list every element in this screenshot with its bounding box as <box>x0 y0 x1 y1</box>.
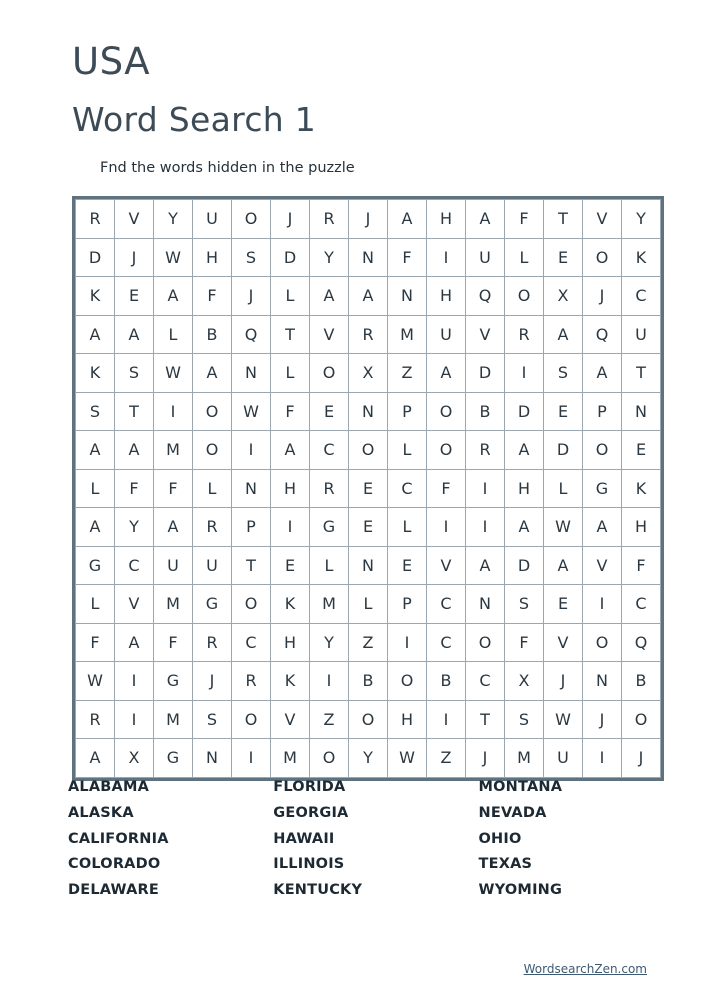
puzzle-cell[interactable]: A <box>76 315 115 354</box>
puzzle-cell[interactable]: C <box>232 623 271 662</box>
puzzle-cell[interactable]: O <box>193 431 232 470</box>
puzzle-cell[interactable]: I <box>271 508 310 547</box>
puzzle-cell[interactable]: F <box>622 546 661 585</box>
puzzle-cell[interactable]: F <box>427 469 466 508</box>
puzzle-cell[interactable]: B <box>622 662 661 701</box>
puzzle-cell[interactable]: A <box>505 508 544 547</box>
puzzle-cell[interactable]: O <box>232 700 271 739</box>
puzzle-cell[interactable]: E <box>544 238 583 277</box>
puzzle-cell[interactable]: P <box>583 392 622 431</box>
puzzle-cell[interactable]: V <box>115 200 154 239</box>
word-item[interactable]: ILLINOIS <box>273 856 345 873</box>
puzzle-cell[interactable]: H <box>271 469 310 508</box>
puzzle-cell[interactable]: M <box>154 700 193 739</box>
puzzle-row <box>76 238 661 277</box>
puzzle-cell[interactable]: Q <box>232 315 271 354</box>
puzzle-cell[interactable]: R <box>232 662 271 701</box>
puzzle-cell[interactable]: Q <box>583 315 622 354</box>
puzzle-cell[interactable]: I <box>583 585 622 624</box>
puzzle-cell[interactable]: U <box>154 546 193 585</box>
puzzle-cell[interactable]: L <box>271 354 310 393</box>
word-list <box>68 775 648 904</box>
puzzle-cell[interactable]: W <box>232 392 271 431</box>
puzzle-cell[interactable]: D <box>505 546 544 585</box>
puzzle-cell[interactable]: V <box>583 200 622 239</box>
puzzle-cell[interactable]: M <box>154 585 193 624</box>
puzzle-cell[interactable]: O <box>193 392 232 431</box>
puzzle-cell[interactable]: Z <box>388 354 427 393</box>
puzzle-cell[interactable]: G <box>154 662 193 701</box>
puzzle-cell[interactable]: R <box>193 623 232 662</box>
puzzle-cell[interactable]: C <box>622 585 661 624</box>
puzzle-cell[interactable]: L <box>349 585 388 624</box>
puzzle-cell[interactable]: A <box>427 354 466 393</box>
puzzle-cell[interactable]: L <box>271 277 310 316</box>
puzzle-cell[interactable]: U <box>193 546 232 585</box>
puzzle-cell[interactable]: J <box>193 662 232 701</box>
puzzle-cell[interactable]: A <box>583 508 622 547</box>
puzzle-row <box>76 354 661 393</box>
word-item[interactable]: ALABAMA <box>68 779 150 795</box>
puzzle-cell[interactable]: Q <box>466 277 505 316</box>
puzzle-cell[interactable]: D <box>544 431 583 470</box>
word-item[interactable]: WYOMING <box>478 882 563 899</box>
puzzle-cell[interactable]: L <box>154 315 193 354</box>
puzzle-cell[interactable]: N <box>232 354 271 393</box>
puzzle-cell[interactable]: T <box>115 392 154 431</box>
puzzle-cell[interactable]: A <box>388 200 427 239</box>
puzzle-cell[interactable]: R <box>310 200 349 239</box>
puzzle-cell[interactable]: C <box>388 469 427 508</box>
puzzle-cell[interactable]: U <box>466 238 505 277</box>
puzzle-cell[interactable]: O <box>427 392 466 431</box>
puzzle-cell[interactable]: L <box>76 469 115 508</box>
puzzle-cell[interactable]: B <box>349 662 388 701</box>
puzzle-cell[interactable]: I <box>466 469 505 508</box>
puzzle-row <box>76 277 661 316</box>
puzzle-cell[interactable]: R <box>466 431 505 470</box>
puzzle-cell[interactable]: P <box>388 392 427 431</box>
puzzle-cell[interactable]: H <box>622 508 661 547</box>
puzzle-cell[interactable]: R <box>193 508 232 547</box>
puzzle-cell[interactable]: D <box>466 354 505 393</box>
puzzle-cell[interactable]: B <box>427 662 466 701</box>
puzzle-cell[interactable]: C <box>115 546 154 585</box>
puzzle-cell[interactable]: U <box>427 315 466 354</box>
puzzle-cell[interactable]: D <box>271 238 310 277</box>
puzzle-cell[interactable]: Y <box>154 200 193 239</box>
puzzle-cell[interactable]: E <box>349 469 388 508</box>
puzzle-cell[interactable]: O <box>349 700 388 739</box>
puzzle-cell[interactable]: V <box>583 546 622 585</box>
puzzle-cell[interactable]: A <box>583 354 622 393</box>
puzzle-row <box>76 431 661 470</box>
puzzle-cell[interactable]: I <box>232 739 271 778</box>
word-list-column-2 <box>273 775 478 904</box>
puzzle-cell[interactable]: F <box>76 623 115 662</box>
word-item[interactable]: KENTUCKY <box>273 882 363 899</box>
puzzle-cell[interactable]: W <box>76 662 115 701</box>
puzzle-cell[interactable]: L <box>505 238 544 277</box>
puzzle-cell[interactable]: I <box>115 662 154 701</box>
puzzle-cell[interactable]: N <box>583 662 622 701</box>
word-item[interactable]: CALIFORNIA <box>68 830 169 847</box>
word-item[interactable]: HAWAII <box>273 830 335 847</box>
puzzle-cell[interactable]: F <box>154 623 193 662</box>
puzzle-cell[interactable]: N <box>388 277 427 316</box>
puzzle-cell[interactable]: O <box>622 700 661 739</box>
puzzle-cell[interactable]: A <box>466 200 505 239</box>
puzzle-cell[interactable]: Y <box>310 238 349 277</box>
puzzle-cell[interactable]: C <box>427 623 466 662</box>
puzzle-cell[interactable]: G <box>583 469 622 508</box>
puzzle-cell[interactable]: E <box>310 392 349 431</box>
puzzle-cell[interactable]: M <box>388 315 427 354</box>
puzzle-cell[interactable]: H <box>193 238 232 277</box>
puzzle-cell[interactable]: N <box>349 392 388 431</box>
puzzle-cell[interactable]: N <box>622 392 661 431</box>
puzzle-cell[interactable]: Z <box>310 700 349 739</box>
puzzle-cell[interactable]: A <box>505 431 544 470</box>
puzzle-cell[interactable]: W <box>154 238 193 277</box>
puzzle-cell[interactable]: V <box>271 700 310 739</box>
puzzle-cell[interactable]: A <box>349 277 388 316</box>
puzzle-cell[interactable]: N <box>232 469 271 508</box>
puzzle-cell[interactable]: J <box>583 277 622 316</box>
puzzle-cell[interactable]: B <box>193 315 232 354</box>
word-list-column-3 <box>479 775 648 904</box>
puzzle-cell[interactable]: S <box>115 354 154 393</box>
puzzle-cell[interactable]: A <box>154 508 193 547</box>
puzzle-cell[interactable]: I <box>388 623 427 662</box>
puzzle-cell[interactable]: E <box>115 277 154 316</box>
puzzle-cell[interactable]: T <box>466 700 505 739</box>
puzzle-cell[interactable]: J <box>466 739 505 778</box>
puzzle-cell[interactable]: X <box>115 739 154 778</box>
puzzle-cell[interactable]: C <box>310 431 349 470</box>
word-search-grid[interactable] <box>72 196 664 781</box>
word-item[interactable]: ALASKA <box>68 804 134 821</box>
puzzle-cell[interactable]: L <box>193 469 232 508</box>
puzzle-cell[interactable]: H <box>427 200 466 239</box>
puzzle-cell[interactable]: R <box>76 200 115 239</box>
puzzle-cell[interactable]: O <box>232 200 271 239</box>
puzzle-row <box>76 585 661 624</box>
puzzle-cell[interactable]: M <box>505 739 544 778</box>
puzzle-cell[interactable]: C <box>427 585 466 624</box>
puzzle-cell[interactable]: R <box>505 315 544 354</box>
puzzle-cell[interactable]: E <box>349 508 388 547</box>
puzzle-cell[interactable]: T <box>271 315 310 354</box>
puzzle-cell[interactable]: V <box>115 585 154 624</box>
puzzle-cell[interactable]: O <box>583 431 622 470</box>
puzzle-cell[interactable]: P <box>388 585 427 624</box>
puzzle-cell[interactable]: D <box>76 238 115 277</box>
puzzle-cell[interactable]: K <box>271 662 310 701</box>
puzzle-cell[interactable]: U <box>622 315 661 354</box>
puzzle-cell[interactable]: D <box>505 392 544 431</box>
puzzle-cell[interactable]: X <box>505 662 544 701</box>
word-item[interactable]: FLORIDA <box>273 779 346 795</box>
puzzle-cell[interactable]: J <box>544 662 583 701</box>
puzzle-row <box>76 508 661 547</box>
word-item[interactable]: NEVADA <box>478 804 547 821</box>
puzzle-cell[interactable]: U <box>544 739 583 778</box>
puzzle-cell[interactable]: J <box>232 277 271 316</box>
puzzle-cell[interactable]: F <box>505 200 544 239</box>
puzzle-cell[interactable]: S <box>232 238 271 277</box>
puzzle-cell[interactable]: V <box>427 546 466 585</box>
puzzle-cell[interactable]: K <box>622 238 661 277</box>
puzzle-cell[interactable]: S <box>193 700 232 739</box>
puzzle-cell[interactable]: F <box>388 238 427 277</box>
puzzle-cell[interactable]: O <box>388 662 427 701</box>
puzzle-cell[interactable]: Y <box>115 508 154 547</box>
puzzle-cell[interactable]: V <box>310 315 349 354</box>
puzzle-cell[interactable]: W <box>388 739 427 778</box>
puzzle-cell[interactable]: I <box>115 700 154 739</box>
puzzle-cell[interactable]: O <box>583 238 622 277</box>
puzzle-row <box>76 700 661 739</box>
puzzle-cell[interactable]: A <box>76 508 115 547</box>
puzzle-cell[interactable]: L <box>388 431 427 470</box>
puzzle-cell[interactable]: T <box>232 546 271 585</box>
puzzle-cell[interactable]: B <box>466 392 505 431</box>
puzzle-cell[interactable]: R <box>349 315 388 354</box>
puzzle-cell[interactable]: O <box>310 354 349 393</box>
puzzle-cell[interactable]: V <box>544 623 583 662</box>
puzzle-cell[interactable]: I <box>505 354 544 393</box>
word-item[interactable]: OHIO <box>478 830 522 847</box>
puzzle-cell[interactable]: X <box>544 277 583 316</box>
word-list-column-1 <box>68 775 273 904</box>
word-item[interactable]: MONTANA <box>478 779 563 795</box>
puzzle-cell[interactable]: K <box>76 354 115 393</box>
puzzle-cell[interactable]: A <box>193 354 232 393</box>
puzzle-cell[interactable]: F <box>505 623 544 662</box>
puzzle-row <box>76 469 661 508</box>
puzzle-cell[interactable]: A <box>544 315 583 354</box>
puzzle-cell[interactable]: L <box>76 585 115 624</box>
puzzle-cell[interactable]: U <box>193 200 232 239</box>
puzzle-cell[interactable]: K <box>76 277 115 316</box>
puzzle-cell[interactable]: J <box>583 700 622 739</box>
puzzle-cell[interactable]: K <box>271 585 310 624</box>
puzzle-cell[interactable]: Y <box>349 739 388 778</box>
puzzle-cell[interactable]: H <box>427 277 466 316</box>
puzzle-cell[interactable]: N <box>349 238 388 277</box>
puzzle-cell[interactable]: O <box>466 623 505 662</box>
puzzle-cell[interactable]: I <box>466 508 505 547</box>
puzzle-cell[interactable]: S <box>505 700 544 739</box>
puzzle-cell[interactable]: A <box>115 315 154 354</box>
puzzle-cell[interactable]: E <box>544 585 583 624</box>
puzzle-cell[interactable]: I <box>427 238 466 277</box>
puzzle-cell[interactable]: Y <box>310 623 349 662</box>
puzzle-cell[interactable]: O <box>232 585 271 624</box>
puzzle-cell[interactable]: L <box>388 508 427 547</box>
puzzle-cell[interactable]: Y <box>622 200 661 239</box>
puzzle-cell[interactable]: I <box>427 700 466 739</box>
puzzle-cell[interactable]: F <box>154 469 193 508</box>
puzzle-cell[interactable]: I <box>427 508 466 547</box>
puzzle-row <box>76 546 661 585</box>
puzzle-cell[interactable]: K <box>622 469 661 508</box>
puzzle-cell[interactable]: C <box>466 662 505 701</box>
puzzle-cell[interactable]: N <box>193 739 232 778</box>
puzzle-cell[interactable]: S <box>505 585 544 624</box>
puzzle-cell[interactable]: Z <box>349 623 388 662</box>
puzzle-cell[interactable]: H <box>505 469 544 508</box>
puzzle-cell[interactable]: L <box>544 469 583 508</box>
puzzle-cell[interactable]: E <box>271 546 310 585</box>
puzzle-cell[interactable]: O <box>505 277 544 316</box>
puzzle-cell[interactable]: O <box>349 431 388 470</box>
puzzle-cell[interactable]: M <box>154 431 193 470</box>
instructions-text: Fnd the words hidden in the puzzle <box>100 160 355 176</box>
puzzle-cell[interactable]: V <box>466 315 505 354</box>
puzzle-cell[interactable]: A <box>115 431 154 470</box>
puzzle-cell[interactable]: G <box>193 585 232 624</box>
puzzle-cell[interactable]: N <box>349 546 388 585</box>
puzzle-cell[interactable]: I <box>154 392 193 431</box>
puzzle-cell[interactable]: L <box>310 546 349 585</box>
puzzle-cell[interactable]: J <box>622 739 661 778</box>
puzzle-cell[interactable]: W <box>154 354 193 393</box>
puzzle-cell[interactable]: J <box>271 200 310 239</box>
puzzle-cell[interactable]: H <box>271 623 310 662</box>
puzzle-cell[interactable]: E <box>544 392 583 431</box>
puzzle-cell[interactable]: M <box>271 739 310 778</box>
puzzle-cell[interactable]: N <box>466 585 505 624</box>
puzzle-cell[interactable]: H <box>388 700 427 739</box>
word-item[interactable]: TEXAS <box>478 856 533 873</box>
word-item[interactable]: GEORGIA <box>273 804 349 821</box>
puzzle-cell[interactable]: I <box>232 431 271 470</box>
puzzle-cell[interactable]: R <box>76 700 115 739</box>
puzzle-cell[interactable]: J <box>115 238 154 277</box>
puzzle-row <box>76 662 661 701</box>
page-subtitle: Word Search 1 <box>72 100 317 139</box>
puzzle-cell[interactable]: T <box>622 354 661 393</box>
puzzle-cell[interactable]: E <box>622 431 661 470</box>
puzzle-cell[interactable]: A <box>544 546 583 585</box>
puzzle-row <box>76 200 661 239</box>
puzzle-cell[interactable]: W <box>544 700 583 739</box>
puzzle-cell[interactable]: I <box>583 739 622 778</box>
puzzle-cell[interactable]: O <box>583 623 622 662</box>
puzzle-cell[interactable]: O <box>427 431 466 470</box>
page-title: USA <box>72 40 151 83</box>
puzzle-row <box>76 392 661 431</box>
puzzle-cell[interactable]: A <box>310 277 349 316</box>
footer-link[interactable]: WordsearchZen.com <box>523 962 647 976</box>
word-item[interactable]: DELAWARE <box>68 882 159 899</box>
puzzle-row <box>76 623 661 662</box>
puzzle-cell[interactable]: A <box>76 431 115 470</box>
puzzle-cell[interactable]: A <box>466 546 505 585</box>
puzzle-cell[interactable]: F <box>193 277 232 316</box>
puzzle-cell[interactable]: S <box>544 354 583 393</box>
puzzle-cell[interactable]: M <box>310 585 349 624</box>
puzzle-cell[interactable]: W <box>544 508 583 547</box>
word-item[interactable]: COLORADO <box>68 856 161 873</box>
puzzle-cell[interactable]: F <box>271 392 310 431</box>
puzzle-cell[interactable]: A <box>154 277 193 316</box>
puzzle-cell[interactable]: C <box>622 277 661 316</box>
puzzle-row <box>76 739 661 778</box>
puzzle-cell[interactable]: O <box>310 739 349 778</box>
puzzle-row <box>76 315 661 354</box>
puzzle-cell[interactable]: A <box>115 623 154 662</box>
puzzle-cell[interactable]: A <box>76 739 115 778</box>
puzzle-cell[interactable]: I <box>310 662 349 701</box>
puzzle-cell[interactable]: P <box>232 508 271 547</box>
puzzle-cell[interactable]: X <box>349 354 388 393</box>
puzzle-cell[interactable]: F <box>115 469 154 508</box>
puzzle-cell[interactable]: T <box>544 200 583 239</box>
puzzle-cell[interactable]: R <box>310 469 349 508</box>
puzzle-cell[interactable]: S <box>76 392 115 431</box>
puzzle-table <box>75 199 661 778</box>
puzzle-cell[interactable]: Z <box>427 739 466 778</box>
puzzle-cell[interactable]: A <box>271 431 310 470</box>
puzzle-cell[interactable]: E <box>388 546 427 585</box>
puzzle-cell[interactable]: J <box>349 200 388 239</box>
puzzle-cell[interactable]: G <box>310 508 349 547</box>
puzzle-cell[interactable]: Q <box>622 623 661 662</box>
puzzle-cell[interactable]: G <box>76 546 115 585</box>
puzzle-cell[interactable]: G <box>154 739 193 778</box>
